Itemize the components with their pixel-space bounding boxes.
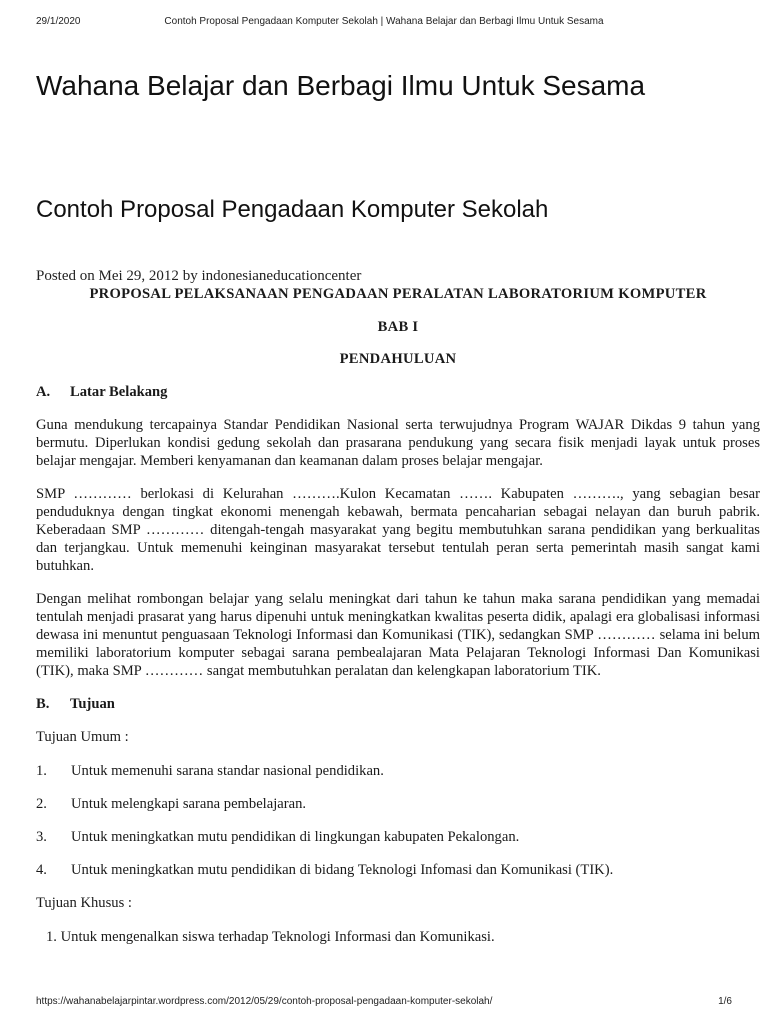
tujuan-umum-label: Tujuan Umum : bbox=[36, 729, 129, 745]
post-title[interactable]: Contoh Proposal Pengadaan Komputer Sekolah bbox=[36, 196, 549, 223]
paragraph-1: Guna mendukung tercapainya Standar Pendidikan Nasional serta terwujudnya Program WAJAR Dikdas 9 tahun yang bermutu. Diperlukan kondisi gedung sekolah dan prasarana pendukung yang secara fisik menjadi layak untuk proses belajar mengajar. Memberi kenyamanan dan keamanan dalam proses belajar mengajar. bbox=[36, 417, 760, 469]
print-footer bbox=[36, 996, 732, 1007]
tujuan-khusus-label: Tujuan Khusus : bbox=[36, 895, 132, 911]
section-b-title: Tujuan bbox=[70, 696, 115, 712]
list-item: 2. Untuk melengkapi sarana pembelajaran. bbox=[36, 796, 307, 812]
bab-title: PENDAHULUAN bbox=[339, 351, 457, 367]
post-content bbox=[36, 285, 760, 946]
list-item: 4. Untuk meningkatkan mutu pendidikan di bidang Teknologi Infomasi dan Komunikasi (TIK). bbox=[36, 862, 614, 878]
site-title[interactable]: Wahana Belajar dan Berbagi Ilmu Untuk Sesama bbox=[36, 70, 646, 101]
print-page-title: Contoh Proposal Pengadaan Komputer Sekolah | Wahana Belajar dan Berbagi Ilmu Untuk Sesama bbox=[164, 16, 604, 27]
posted-on-label: Posted on bbox=[36, 268, 95, 284]
page-url: https://wahanabelajarpintar.wordpress.com/2012/05/29/contoh-proposal-pengadaan-komputer-sekolah/ bbox=[36, 996, 493, 1007]
print-date: 29/1/2020 bbox=[36, 16, 81, 27]
page-number: 1/6 bbox=[718, 996, 732, 1007]
paragraph-3: Dengan melihat rombongan belajar yang selalu meningkat dari tahun ke tahun maka sarana pendidikan yang memadai tentulah menjadi prasarat yang harus dipenuhi untuk meningkatkan kwalitas peserta didik, apalagi era globalisasi informasi dewasa ini menuntut penguasaan Teknologi Informasi dan Komunikasi (TIK), sedangkan SMP ………… selama ini belum memiliki laboratorium komputer sebagai sarana pembealajaran Mata Pelajaran Teknologi Informasi Dan Komunikasi (TIK), maka SMP ………… sangat membutuhkan peralatan dan kelengkapan laboratorium TIK. bbox=[36, 591, 760, 679]
print-header bbox=[36, 16, 732, 27]
author-link[interactable]: indonesianeducationcenter bbox=[201, 268, 362, 284]
by-label: by bbox=[182, 268, 198, 284]
list-item: 1. Untuk memenuhi sarana standar nasional pendidikan. bbox=[36, 763, 384, 779]
post-meta bbox=[36, 268, 361, 285]
section-b-heading bbox=[36, 695, 760, 713]
section-b-letter: B. bbox=[36, 696, 50, 712]
section-a-title: Latar Belakang bbox=[70, 384, 168, 400]
section-a-letter: A. bbox=[36, 384, 51, 400]
paragraph-2: SMP ………… berlokasi di Kelurahan ……….Kulon Kecamatan ……. Kabupaten ………., yang sebagian besar penduduknya dengan tingkat ekonomi menengah kebawah, bermata pencaharian sebagai nelayan dan buruh pabrik. Keberadaan SMP ………… ditengah-tengah masyarakat yang begitu membutuhkan sarana pendidikan yang berkualitas dan terjangkau. Untuk memenuhi keinginan masyarakat tersebut tentulah peran serta pemerintah masih sangat kami butuhkan. bbox=[36, 486, 760, 574]
section-a-heading bbox=[36, 383, 760, 401]
list-item: 3. Untuk meningkatkan mutu pendidikan di lingkungan kabupaten Pekalongan. bbox=[36, 829, 520, 845]
bab-heading: BAB I bbox=[377, 319, 419, 335]
post-date-link[interactable]: Mei 29, 2012 bbox=[98, 268, 179, 284]
doc-heading: PROPOSAL PELAKSANAAN PENGADAAN PERALATAN LABORATORIUM KOMPUTER bbox=[89, 286, 707, 302]
list-item: 1. Untuk mengenalkan siswa terhadap Teknologi Informasi dan Komunikasi. bbox=[46, 929, 495, 945]
